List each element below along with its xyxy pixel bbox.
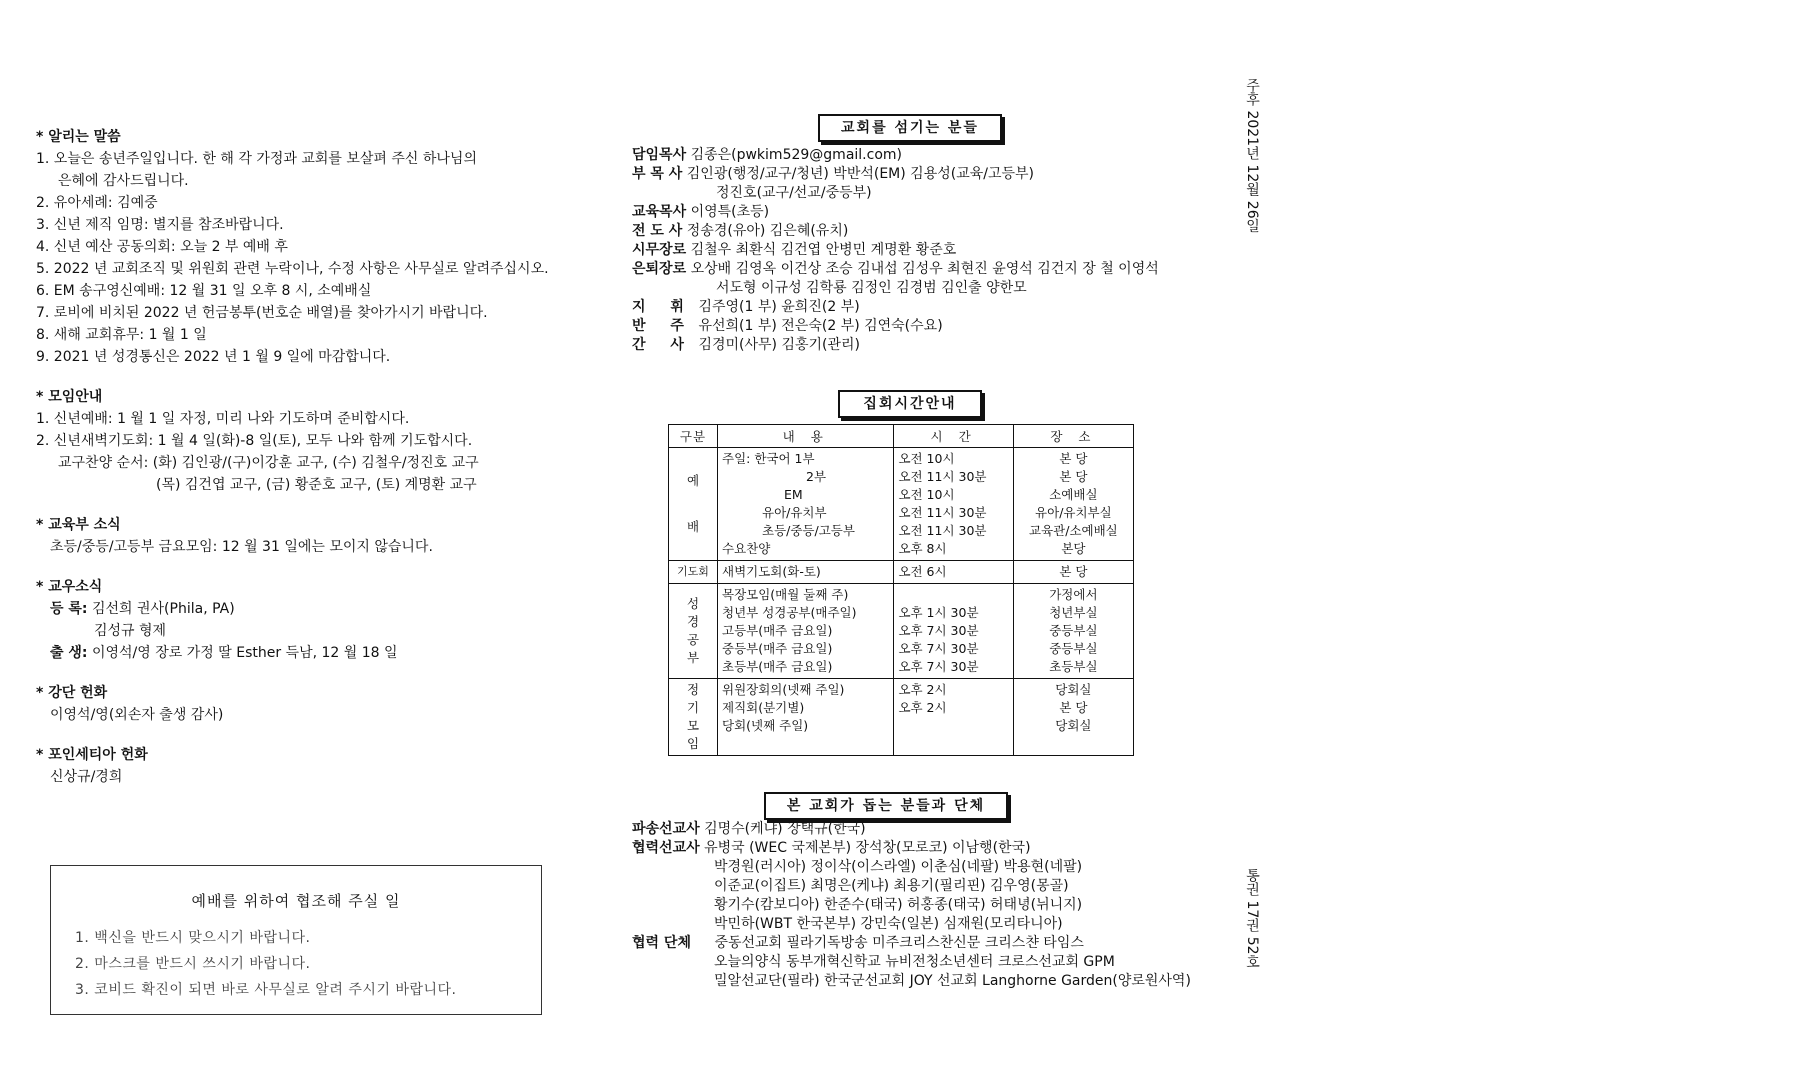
prayer-content <box>718 561 894 584</box>
associate-label: 부 목 사 <box>632 166 683 182</box>
volume-header: 통권 17권 52호 <box>1244 868 1260 969</box>
partner-line: 유병국 (WEC 국제본부) 장석창(모로코) 이남행(한국) <box>704 840 1031 856</box>
gathering-item: (목) 김건엽 교구, (금) 황준호 교구, (토) 계명환 교구 <box>156 477 477 493</box>
cat-char: 기 <box>686 700 700 715</box>
senior-pastor: 김종은(pwkim529@gmail.com) <box>690 147 902 163</box>
regular-contents <box>718 679 894 756</box>
org-line: 오늘의양식 동부개혁신학교 뉴비전청소년센터 크로스선교회 GPM <box>714 954 1115 970</box>
prayer-category: 기도회 <box>669 561 718 584</box>
conductor-label: 지 휘 <box>632 299 694 315</box>
schedule-title: 집회시간안내 <box>838 390 982 418</box>
cat-char: 정 <box>686 682 700 697</box>
sent-missionaries: 김명수(케냐) 장택규(한국) <box>704 821 866 837</box>
announcement-item: 5. 2022 년 교회조직 및 위원회 관련 누락이나, 수정 사항은 사무실로 알려주십시오. <box>36 261 549 277</box>
bible-places <box>1013 584 1133 679</box>
staff-section <box>632 146 1212 355</box>
admin: 김경미(사무) 김홍기(관리) <box>698 337 860 353</box>
notice-item: 2. 마스크를 반드시 쓰시기 바랍니다. <box>75 956 311 972</box>
gatherings-title: * 모임안내 <box>36 389 103 405</box>
poinsettia-title: * 포인세티아 헌화 <box>36 747 148 763</box>
place-item: 본 당 <box>1059 451 1088 466</box>
regular-places <box>1013 679 1133 756</box>
announcements-title: * 알리는 말씀 <box>36 129 121 145</box>
worship-contents <box>718 448 894 561</box>
associate-1: 김인광(행정/교구/청년) 박반석(EM) 김용성(교육/고등부) <box>686 166 1035 182</box>
time-item: 오전 11시 30분 <box>898 505 987 520</box>
bible-contents <box>718 584 894 679</box>
time-item: 오후 2시 <box>898 700 947 715</box>
time-item: 오후 7시 30분 <box>898 641 979 656</box>
education-item: 초등/중등/고등부 금요모임: 12 월 31 일에는 모이지 않습니다. <box>50 539 433 555</box>
notice-title: 예배를 위하여 협조해 주실 일 <box>191 892 401 910</box>
place-item: 본 당 <box>1059 564 1088 579</box>
member-birth <box>36 642 596 664</box>
partner-label: 협력선교사 <box>632 840 700 856</box>
worship-row <box>669 448 1134 561</box>
senior-pastor-label: 담임목사 <box>632 147 687 163</box>
time-item: 오전 10시 <box>898 487 955 502</box>
time-item: 오후 2시 <box>898 682 947 697</box>
cat-char: 공 <box>686 632 700 647</box>
gatherings-section <box>36 386 596 496</box>
content-item: 제직회(분기별) <box>722 700 805 715</box>
gathering-item: 2. 신년새벽기도회: 1 월 4 일(화)-8 일(토), 모두 나와 함께 기도합시다. <box>36 433 473 449</box>
sent-label: 파송선교사 <box>632 821 700 837</box>
content-item: 유아/유치부 <box>762 505 827 520</box>
announcement-item: 6. EM 송구영신예배: 12 월 31 일 오후 8 시, 소예배실 <box>36 283 372 299</box>
regular-category <box>669 679 718 756</box>
education-section <box>36 514 596 558</box>
staff-title: 교회를 섬기는 분들 <box>818 114 1002 142</box>
cat-char: 모 <box>686 718 700 733</box>
announcement-item: 8. 새해 교회휴무: 1 월 1 일 <box>36 327 207 343</box>
header-place: 장 소 <box>1013 425 1133 448</box>
time-item: 오후 8시 <box>898 541 947 556</box>
members-title: * 교우소식 <box>36 579 103 595</box>
flowers-section <box>36 682 596 726</box>
announcements-section <box>36 126 596 368</box>
content-item: 목장모임(매월 둘째 주) <box>722 587 849 602</box>
active-elder-label: 시무장로 <box>632 242 687 258</box>
place-item: 중등부실 <box>1049 623 1098 638</box>
gathering-item: 교구찬양 순서: (화) 김인광/(구)이강훈 교구, (수) 김철우/정진호 교구 <box>58 455 479 471</box>
time-item: 오전 6시 <box>898 564 947 579</box>
time-item: 오전 11시 30분 <box>898 469 987 484</box>
place-item: 본당 <box>1061 541 1086 556</box>
prayer-row <box>669 561 1134 584</box>
member-register-2: 김성규 형제 <box>94 623 167 639</box>
place-item: 청년부실 <box>1049 605 1098 620</box>
missions-section <box>632 820 1212 991</box>
notice-item: 1. 백신을 반드시 맞으시기 바랍니다. <box>75 930 311 946</box>
place-item: 가정에서 <box>1049 587 1098 602</box>
retired-elder-label: 은퇴장로 <box>632 261 687 277</box>
schedule-table <box>668 424 1134 756</box>
time-item <box>898 586 1008 604</box>
announcement-item: 3. 신년 제직 임명: 별지를 참조바랍니다. <box>36 217 284 233</box>
member-register <box>36 598 596 620</box>
partner-line: 박민하(WBT 한국본부) 강민숙(일본) 심재원(모리타니아) <box>714 916 1063 932</box>
associate-2: 정진호(교구/선교/중등부) <box>716 185 872 201</box>
announcement-item: 1. 오늘은 송년주일입니다. 한 해 각 가정과 교회를 보살펴 주신 하나님의 <box>36 151 477 167</box>
place-item: 당회실 <box>1055 718 1092 733</box>
prayer-time <box>894 561 1013 584</box>
time-item: 오전 10시 <box>898 451 955 466</box>
time-item: 오전 11시 30분 <box>898 523 987 538</box>
flowers-title: * 강단 헌화 <box>36 685 108 701</box>
bible-times <box>894 584 1013 679</box>
place-item: 초등부실 <box>1049 659 1098 674</box>
partner-line: 이준교(이집트) 최명은(케냐) 최용기(필리핀) 김우영(몽골) <box>714 878 1069 894</box>
place-item: 본 당 <box>1059 700 1088 715</box>
cat-char: 부 <box>686 650 700 665</box>
content-item: 초등/중등/고등부 <box>762 523 855 538</box>
content-item: 수요찬양 <box>722 541 771 556</box>
org-label: 협력 단체 <box>632 935 691 951</box>
org-line: 밀알선교단(필라) 한국군선교회 JOY 선교회 Langhorne Garden(양로원사역) <box>714 973 1191 989</box>
register-label: 등 록: <box>50 601 88 617</box>
header-content: 내 용 <box>718 425 894 448</box>
content-item: 초등부(매주 금요일) <box>722 659 833 674</box>
content-item: 2부 <box>806 469 827 484</box>
cat-char: 임 <box>686 736 700 751</box>
education-pastor-label: 교육목사 <box>632 204 687 220</box>
retired-elder-2: 서도형 이규성 김학룡 김정인 김경범 김인출 양한모 <box>716 280 1027 296</box>
announcement-item: 4. 신년 예산 공동의회: 오늘 2 부 예배 후 <box>36 239 288 255</box>
org-line: 중동선교회 필라기독방송 미주크리스찬신문 크리스챤 타임스 <box>714 935 1084 951</box>
worship-times <box>894 448 1013 561</box>
content-item: 청년부 성경공부(매주일) <box>722 605 857 620</box>
poinsettia-section <box>36 744 596 788</box>
place-item: 본 당 <box>1059 469 1088 484</box>
members-section <box>36 576 596 664</box>
place-item: 소예배실 <box>1049 487 1098 502</box>
content-item: 당회(넷째 주일) <box>722 718 809 733</box>
time-item: 오후 7시 30분 <box>898 659 979 674</box>
poinsettia-text: 신상규/경희 <box>50 769 123 785</box>
content-item: 중등부(매주 금요일) <box>722 641 833 656</box>
content-item: EM <box>784 487 803 502</box>
retired-elder-1: 오상배 김영옥 이건상 조승 김내섭 김성우 최현진 윤영석 김건지 장 철 이영석 <box>690 261 1159 277</box>
announcement-item: 2. 유아세례: 김예중 <box>36 195 158 211</box>
announcement-item: 7. 로비에 비치된 2022 년 헌금봉투(번호순 배열)를 찾아가시기 바랍니다. <box>36 305 488 321</box>
partner-line: 황기수(캄보디아) 한준수(태국) 허홍종(태국) 허태녕(뉘니지) <box>714 897 1083 913</box>
birth-label: 출 생: <box>50 645 88 661</box>
bible-row <box>669 584 1134 679</box>
bible-category <box>669 584 718 679</box>
cat-char: 예 <box>686 473 700 488</box>
education-pastor: 이영특(초등) <box>690 204 770 220</box>
notice-item: 3. 코비드 확진이 되면 바로 사무실로 알려 주시기 바랍니다. <box>75 982 457 998</box>
content-item: 새벽기도회(화-토) <box>722 564 821 579</box>
evangelist-label: 전 도 사 <box>632 223 683 239</box>
cat-char: 배 <box>686 519 700 534</box>
cat-char: 경 <box>686 614 700 629</box>
register-value: 김선희 권사(Phila, PA) <box>91 601 235 617</box>
schedule-header-row <box>669 425 1134 448</box>
time-item: 오후 7시 30분 <box>898 623 979 638</box>
place-item: 유아/유치부실 <box>1035 505 1112 520</box>
gathering-item: 1. 신년예배: 1 월 1 일 자정, 미리 나와 기도하며 준비합시다. <box>36 411 410 427</box>
content-item: 주일: 한국어 1부 <box>722 451 815 466</box>
flowers-text: 이영석/영(외손자 출생 감사) <box>50 707 224 723</box>
prayer-place <box>1013 561 1133 584</box>
time-item: 오후 1시 30분 <box>898 605 979 620</box>
content-item: 위원장회의(넷째 주일) <box>722 682 845 697</box>
notice-box <box>50 865 542 1015</box>
education-title: * 교육부 소식 <box>36 517 121 533</box>
partner-line: 박경원(러시아) 정이삭(이스라엘) 이춘심(네팔) 박용현(네팔) <box>714 859 1083 875</box>
place-item: 교육관/소예배실 <box>1029 523 1118 538</box>
missions-title: 본 교회가 돕는 분들과 단체 <box>764 792 1008 820</box>
place-item: 당회실 <box>1055 682 1092 697</box>
content-item: 고등부(매주 금요일) <box>722 623 833 638</box>
date-header: 주후 2021년 12월 26일 <box>1244 78 1260 233</box>
announcement-item: 9. 2021 년 성경통신은 2022 년 1 월 9 일에 마감합니다. <box>36 349 391 365</box>
cat-char: 성 <box>686 596 700 611</box>
worship-category <box>669 448 718 561</box>
worship-places <box>1013 448 1133 561</box>
announcement-item: 은혜에 감사드립니다. <box>58 173 189 189</box>
birth-value: 이영석/영 장로 가정 딸 Esther 득남, 12 월 18 일 <box>91 645 398 661</box>
regular-times <box>894 679 1013 756</box>
header-category: 구분 <box>669 425 718 448</box>
place-item: 중등부실 <box>1049 641 1098 656</box>
evangelist: 정송경(유아) 김은혜(유치) <box>686 223 849 239</box>
header-time: 시 간 <box>894 425 1013 448</box>
regular-row <box>669 679 1134 756</box>
left-column <box>36 126 596 806</box>
accompanist-label: 반 주 <box>632 318 694 334</box>
admin-label: 간 사 <box>632 337 694 353</box>
conductor: 김주영(1 부) 윤희진(2 부) <box>698 299 860 315</box>
active-elder: 김철우 최환식 김건엽 안병민 계명환 황준호 <box>690 242 957 258</box>
accompanist: 유선희(1 부) 전은숙(2 부) 김연숙(수요) <box>698 318 943 334</box>
